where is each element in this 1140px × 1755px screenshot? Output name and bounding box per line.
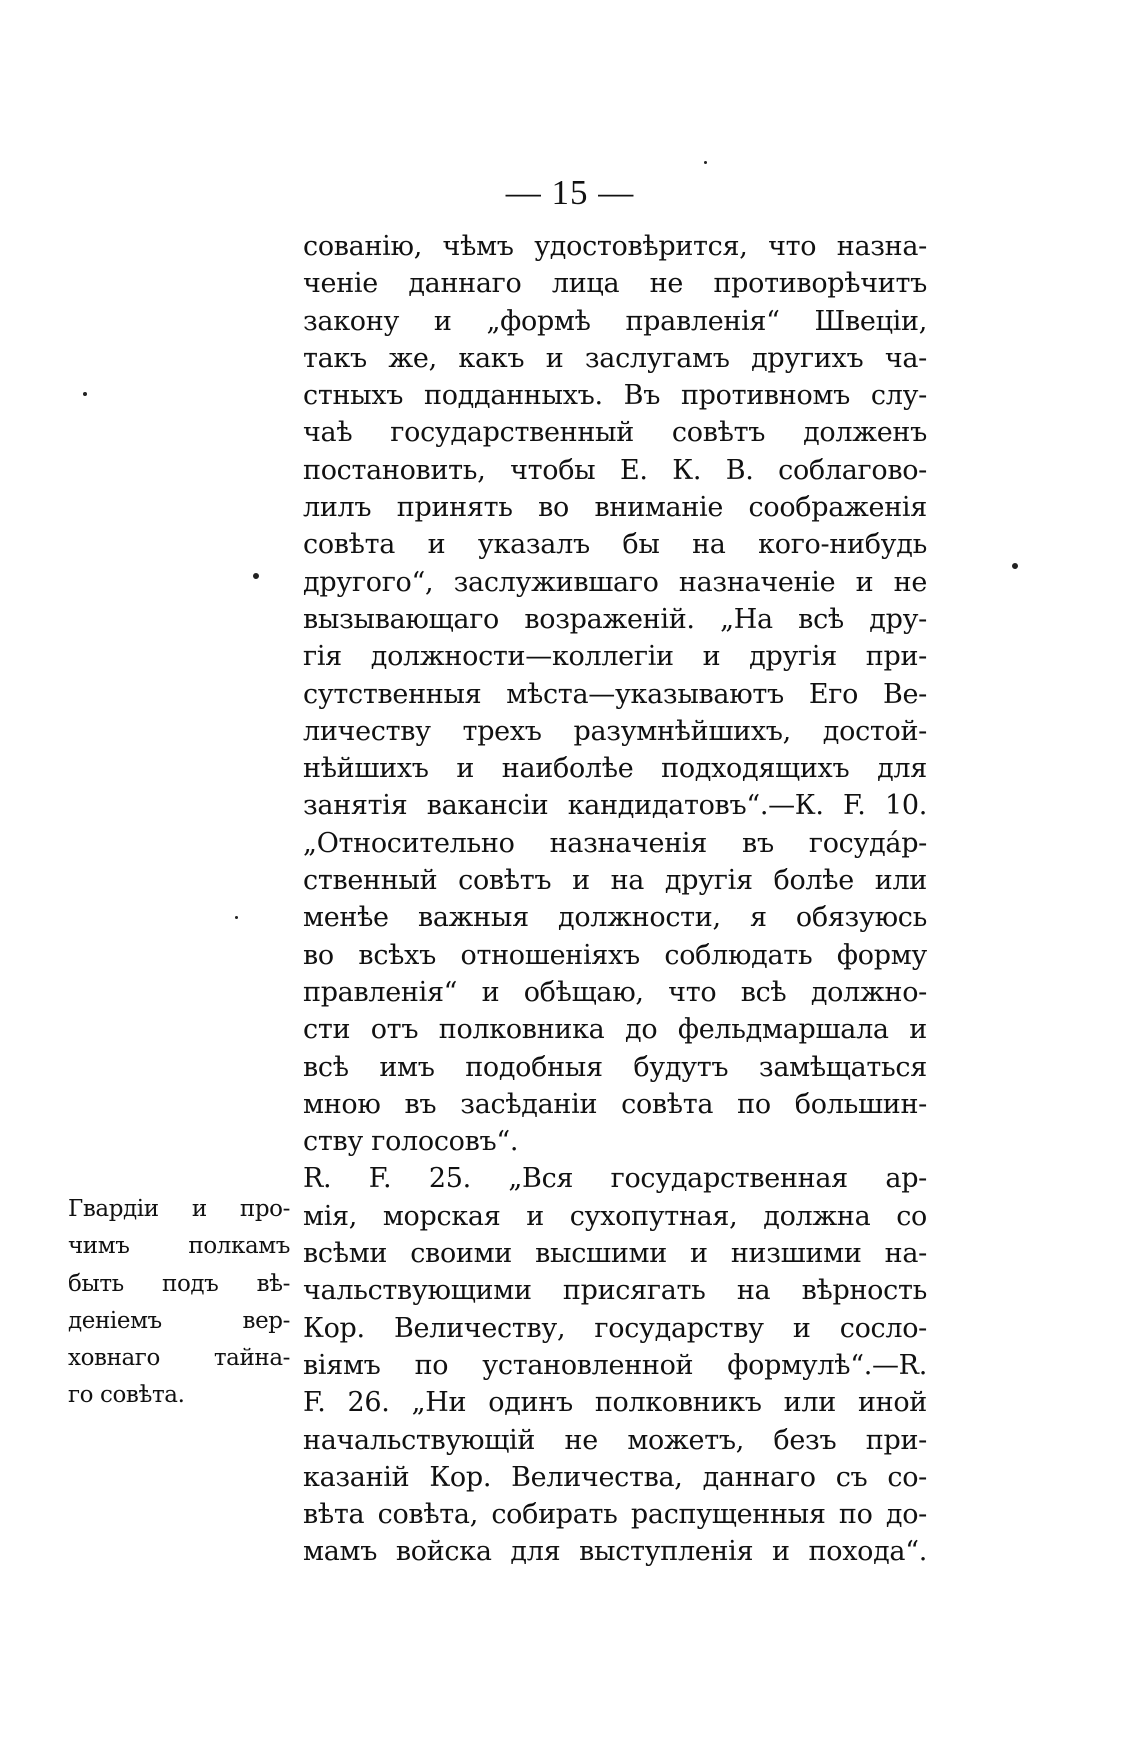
margin-note-line: быть подъ вѣ-	[68, 1270, 290, 1297]
text-line: ству голосовъ“.	[303, 1126, 519, 1158]
text-line: мія, морская и сухопутная, должна со	[303, 1200, 927, 1232]
text-line: постановить, чтобы Е. К. В. соблагово-	[303, 454, 927, 486]
text-line: правленія“ и обѣщаю, что всѣ должно-	[303, 976, 927, 1008]
text-line: сти отъ полковника до фельдмаршала и	[303, 1014, 927, 1046]
text-line: ственный совѣтъ и на другія болѣе или	[303, 865, 927, 897]
text-line: личеству трехъ разумнѣйшихъ, достой-	[303, 715, 927, 747]
margin-note-line: деніемъ вер-	[68, 1307, 290, 1334]
text-line: нѣйшихъ и наиболѣе подходящихъ для	[303, 753, 927, 785]
text-line: мамъ войска для выступленія и похода“.	[303, 1536, 927, 1568]
scan-speck	[83, 392, 87, 396]
text-line: начальствующій не можетъ, безъ при-	[303, 1424, 927, 1456]
text-line: во всѣхъ отношеніяхъ соблюдать форму	[303, 939, 927, 971]
page-number: — 15 —	[505, 173, 635, 212]
scan-speck	[253, 573, 259, 579]
scan-speck	[235, 916, 238, 919]
text-line: сутственныя мѣста—указываютъ Его Ве-	[303, 678, 927, 710]
text-line: Кор. Величеству, государству и сосло-	[303, 1312, 927, 1344]
text-line: F. 26. „Ни одинъ полковникъ или иной	[303, 1387, 927, 1419]
margin-note-line: чимъ полкамъ	[68, 1233, 290, 1260]
margin-note-line: ховнаго тайна-	[68, 1345, 290, 1372]
text-line: мною въ засѣданіи совѣта по большин-	[303, 1088, 927, 1120]
text-line: казаній Кор. Величества, даннаго съ со-	[303, 1461, 927, 1493]
margin-note-line: Гвардіи и про-	[68, 1196, 290, 1222]
text-line: вѣта совѣта, собирать распущенныя по до-	[303, 1499, 927, 1531]
text-line: чаѣ государственный совѣтъ долженъ	[303, 417, 927, 449]
text-line: занятія вакансіи кандидатовъ“.—К. F. 10.	[303, 790, 927, 822]
scan-speck	[1012, 563, 1018, 569]
text-line: стныхъ подданныхъ. Въ противномъ слу-	[303, 380, 927, 412]
text-line: „Относительно назначенія въ госудáр-	[303, 827, 927, 859]
margin-note	[68, 1191, 290, 1415]
text-line: такъ же, какъ и заслугамъ другихъ ча-	[303, 342, 927, 374]
text-line: ченіе даннаго лица не противорѣчитъ	[303, 268, 927, 300]
text-line: віямъ по установленной формулѣ“.—R.	[303, 1349, 927, 1381]
text-line: закону и „формѣ правленія“ Швеціи,	[303, 305, 927, 337]
text-line: R. F. 25. „Вся государственная ар-	[303, 1163, 927, 1195]
text-line: лилъ принять во вниманіе соображенія	[303, 492, 927, 524]
text-line: менѣе важныя должности, я обязуюсь	[303, 902, 927, 934]
text-line: вызывающаго возраженій. „На всѣ дру-	[303, 603, 927, 635]
text-line: всѣ имъ подобныя будутъ замѣщаться	[303, 1051, 927, 1083]
text-line: чальствующими присягать на вѣрность	[303, 1275, 927, 1307]
main-text-column	[303, 228, 927, 1571]
margin-note-line: го совѣта.	[68, 1382, 185, 1409]
text-line: сованію, чѣмъ удостовѣрится, что назна-	[303, 231, 927, 262]
text-line: совѣта и указалъ бы на кого-нибудь	[303, 529, 927, 561]
text-line: всѣми своими высшими и низшими на-	[303, 1238, 927, 1270]
text-line: другого“, заслужившаго назначеніе и не	[303, 566, 927, 598]
text-line: гія должности—коллегіи и другія при-	[303, 641, 927, 673]
scan-speck	[704, 161, 707, 164]
